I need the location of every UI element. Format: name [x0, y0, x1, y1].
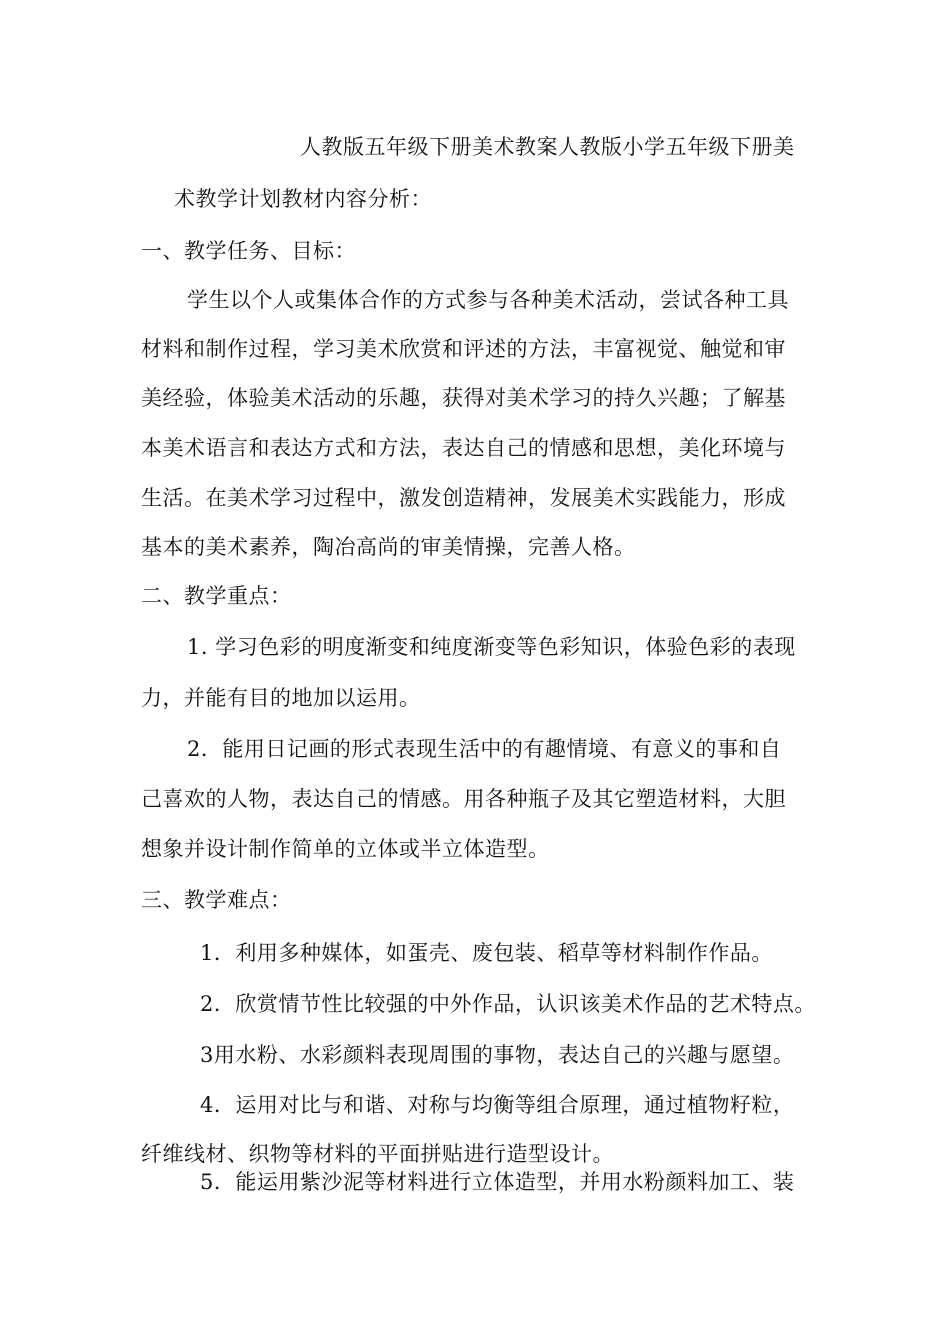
- list-item-line: 己喜欢的人物，表达自己的情感。用各种瓶子及其它塑造材料，大胆: [141, 787, 786, 811]
- list-item-line: 1. 学习色彩的明度渐变和纯度渐变等色彩知识，体验色彩的表现: [187, 635, 796, 659]
- paragraph-line: 学生以个人或集体合作的方式参与各种美术活动，尝试各种工具: [187, 288, 789, 312]
- document-title-line-2: 术教学计划教材内容分析：: [174, 187, 432, 211]
- list-item-line: 力，并能有目的地加以运用。: [141, 686, 421, 710]
- paragraph-line: 美经验，体验美术活动的乐趣，获得对美术学习的持久兴趣；了解基: [141, 386, 786, 410]
- list-item-line: 4．运用对比与和谐、对称与均衡等组合原理，通过植物籽粒，: [200, 1093, 795, 1117]
- list-item-line: 想象并设计制作简单的立体或半立体造型。: [141, 837, 550, 861]
- list-item-line: 2．能用日记画的形式表现生活中的有趣情境、有意义的事和自: [187, 737, 782, 761]
- section-heading-tasks: 一、教学任务、目标：: [141, 239, 356, 263]
- section-heading-key-points: 二、教学重点：: [141, 584, 292, 608]
- document-title-line-1: 人教版五年级下册美术教案人教版小学五年级下册美: [300, 135, 795, 159]
- paragraph-line: 本美术语言和表达方式和方法，表达自己的情感和思想，美化环境与: [141, 436, 786, 460]
- paragraph-line: 材料和制作过程，学习美术欣赏和评述的方法，丰富视觉、触觉和审: [141, 337, 786, 361]
- list-item-line: 纤维线材、织物等材料的平面拼贴进行造型设计。: [141, 1142, 614, 1166]
- list-item-line: 1．利用多种媒体，如蛋壳、废包装、稻草等材料制作作品。: [200, 941, 773, 965]
- paragraph-line: 生活。在美术学习过程中，激发创造精神，发展美术实践能力，形成: [141, 486, 786, 510]
- list-item-line: 3用水粉、水彩颜料表现周围的事物，表达自己的兴趣与愿望。: [200, 1043, 795, 1067]
- section-heading-difficulties: 三、教学难点：: [141, 888, 292, 912]
- list-item-line: 2．欣赏情节性比较强的中外作品，认识该美术作品的艺术特点。: [200, 992, 816, 1016]
- list-item-line: 5．能运用紫沙泥等材料进行立体造型，并用水粉颜料加工、装: [200, 1170, 795, 1194]
- paragraph-line: 基本的美术素养，陶冶高尚的审美情操，完善人格。: [141, 535, 636, 559]
